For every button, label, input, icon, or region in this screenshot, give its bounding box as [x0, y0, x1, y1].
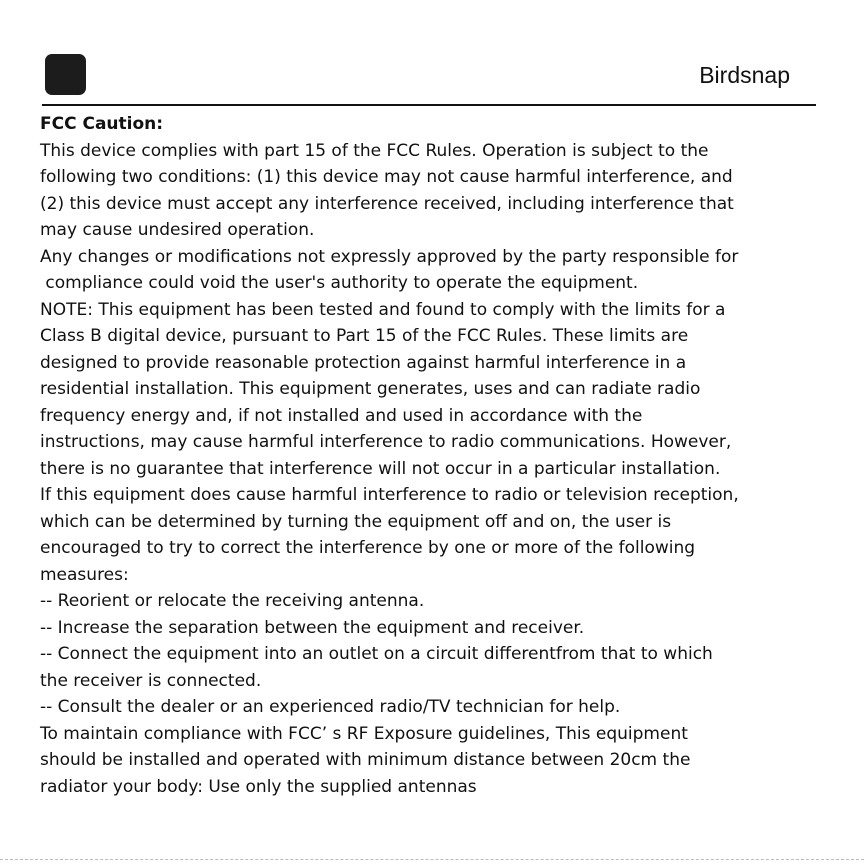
- text-line: This device complies with part 15 of the FCC Rules. Operation is subject to the: [40, 140, 709, 161]
- text-line: residential installation. This equipment generates, uses and can radiate radio: [40, 379, 701, 399]
- fcc-caution-text: [40, 111, 840, 800]
- page-bottom-divider: [0, 859, 864, 860]
- text-line: Class B digital device, pursuant to Part 15 of the FCC Rules. These limits are: [40, 326, 689, 346]
- text-line: radiator your body: Use only the supplied antennas: [40, 776, 477, 797]
- text-line: -- Connect the equipment into an outlet on a circuit differentfrom that to which: [40, 644, 713, 664]
- text-line: To maintain compliance with FCC’ s RF Exposure guidelines, This equipment: [40, 723, 688, 744]
- logo-icon: [45, 54, 86, 95]
- section-heading: FCC Caution:: [40, 114, 164, 134]
- header-divider: [42, 104, 816, 106]
- text-line: designed to provide reasonable protection against harmful interference in a: [40, 352, 687, 373]
- text-line: should be installed and operated with minimum distance between 20cm the: [40, 750, 691, 770]
- text-line: -- Consult the dealer or an experienced radio/TV technician for help.: [40, 697, 621, 717]
- text-line: the receiver is connected.: [40, 670, 262, 691]
- text-line: frequency energy and, if not installed and used in accordance with the: [40, 405, 643, 426]
- text-line: following two conditions: (1) this device may not cause harmful interference, and: [40, 167, 733, 187]
- text-line: may cause undesired operation.: [40, 220, 315, 240]
- text-line: -- Increase the separation between the equipment and receiver.: [40, 617, 585, 638]
- text-line: encouraged to try to correct the interference by one or more of the following: [40, 538, 696, 558]
- text-line: compliance could void the user's authority to operate the equipment.: [40, 273, 639, 293]
- text-line: -- Reorient or relocate the receiving antenna.: [40, 591, 425, 611]
- text-line: there is no guarantee that interference will not occur in a particular installation.: [40, 458, 721, 479]
- brand-name: Birdsnap: [699, 62, 790, 88]
- text-line: which can be determined by turning the equipment off and on, the user is: [40, 511, 672, 532]
- text-line: (2) this device must accept any interference received, including interference that: [40, 193, 734, 214]
- text-line: instructions, may cause harmful interference to radio communications. However,: [40, 432, 732, 452]
- text-line: If this equipment does cause harmful interference to radio or television reception,: [40, 485, 739, 505]
- text-line: NOTE: This equipment has been tested and found to comply with the limits for a: [40, 299, 726, 320]
- text-line: Any changes or modifications not expressly approved by the party responsible for: [40, 246, 739, 267]
- text-line: measures:: [40, 564, 129, 585]
